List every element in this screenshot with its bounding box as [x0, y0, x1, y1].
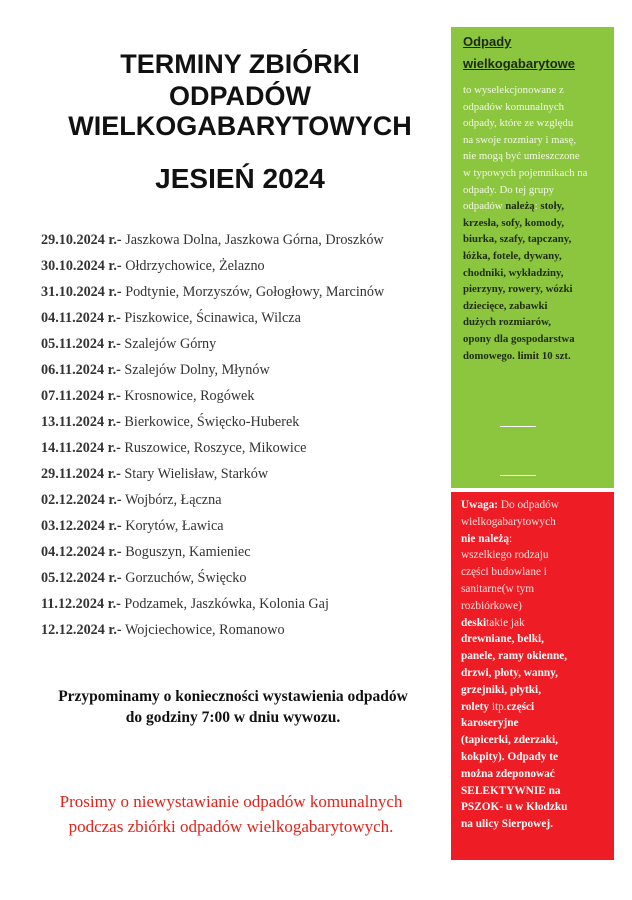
collection-places: Korytów, Ławica: [121, 518, 224, 534]
text-line: [463, 82, 611, 99]
schedule-row: [41, 435, 431, 461]
text-line: [463, 148, 611, 165]
bold-text: kokpity). Odpady te: [461, 750, 558, 763]
bold-text: biurka, szafy, tapczany,: [463, 233, 572, 246]
reminder-line: do godziny 7:00 w dniu wywozu.: [125, 709, 341, 726]
bold-text: karoseryjne: [461, 717, 519, 730]
text-line: [461, 783, 611, 800]
collection-date: 11.12.2024 r.-: [41, 596, 121, 612]
schedule-row: [41, 227, 431, 253]
text-line: [461, 648, 611, 665]
plain-text: :: [509, 532, 513, 545]
collection-places: Szalejów Górny: [120, 336, 217, 352]
collection-date: 03.12.2024 r.-: [41, 518, 122, 534]
bold-text: należą: [505, 200, 535, 213]
bold-text: grzejniki, płytki,: [461, 683, 542, 696]
text-line: [463, 231, 611, 248]
collection-places: Wojciechowice, Romanowo: [121, 622, 285, 638]
schedule-row: [41, 591, 431, 617]
bold-text: stoły,: [540, 200, 565, 213]
bold-text: (tapicerki, zderzaki,: [461, 734, 558, 747]
collection-date: 31.10.2024 r.-: [41, 284, 122, 300]
text-line: [463, 348, 611, 365]
collection-date: 06.11.2024 r.-: [41, 362, 121, 378]
plain-text: nie mogą być umieszczone: [463, 150, 580, 163]
collection-places: Ołdrzychowice, Żelazno: [121, 258, 265, 274]
plain-text: Do tej grupy: [496, 183, 555, 196]
text-line: [463, 314, 611, 331]
plain-text: odpady.: [463, 183, 497, 196]
plain-text: odpadów komunalnych: [463, 100, 565, 113]
text-line: [461, 598, 611, 615]
collection-date: 12.12.2024 r.-: [41, 622, 122, 638]
text-line: [461, 732, 611, 749]
collection-date: 29.10.2024 r.-: [41, 232, 122, 248]
title-line-3: WIELKOGABARYTOWYCH: [68, 111, 412, 141]
bold-text: SELEKTYWNIE na: [461, 784, 561, 797]
collection-date: 02.12.2024 r.-: [41, 492, 122, 508]
collection-places: Wojbórz, Łączna: [121, 492, 222, 508]
text-line: [463, 281, 611, 298]
bold-text: domowego. limit 10 szt.: [463, 349, 571, 362]
schedule-row: [41, 331, 431, 357]
text-line: [463, 265, 611, 282]
collection-places: Bierkowice, Święcko-Huberek: [120, 414, 300, 430]
text-line: [461, 799, 611, 816]
bold-text: dziecięce, zabawki: [463, 299, 548, 312]
schedule-row: [41, 539, 431, 565]
bold-text: łóżka, fotele, dywany,: [463, 249, 562, 262]
title-line-2: ODPADÓW: [169, 81, 311, 111]
plain-text: odpady, które ze względu: [463, 117, 574, 130]
collection-places: Gorzuchów, Święcko: [121, 570, 247, 586]
collection-date: 29.11.2024 r.-: [41, 466, 121, 482]
text-line: [463, 298, 611, 315]
info-box-title-line: Odpady: [463, 34, 512, 49]
collection-date: 14.11.2024 r.-: [41, 440, 121, 456]
schedule-row: [41, 357, 431, 383]
text-line: [463, 215, 611, 232]
collection-date: 05.11.2024 r.-: [41, 336, 121, 352]
collection-places: Piszkowice, Ścinawica, Wilcza: [120, 310, 301, 326]
collection-places: Jaszkowa Dolna, Jaszkowa Górna, Droszków: [121, 232, 384, 248]
bold-text: na ulicy Sierpowej.: [461, 818, 553, 831]
plain-text: odpadów: [463, 200, 506, 213]
request-note: [20, 789, 442, 839]
schedule-row: [41, 513, 431, 539]
schedule-row: [41, 565, 431, 591]
collection-places: Stary Wielisław, Starków: [120, 466, 269, 482]
reminder-line: Przypominamy o konieczności wystawienia odpadów: [58, 688, 408, 705]
info-box-title: [463, 31, 613, 75]
text-line: [461, 564, 611, 581]
plain-text: to wyselekcjonowane z: [463, 84, 564, 96]
plain-text: Do odpadów: [498, 499, 559, 511]
text-line: [461, 547, 611, 564]
bold-text: nie należą: [461, 532, 510, 545]
schedule-row: [41, 253, 431, 279]
collection-places: Boguszyn, Kamieniec: [121, 544, 251, 560]
info-box-title-line: wielkogabarytowe: [463, 56, 575, 71]
schedule-row: [41, 279, 431, 305]
text-line: [461, 531, 611, 548]
text-line: [461, 816, 611, 833]
collection-places: Podtynie, Morzyszów, Gołogłowy, Marcinów: [121, 284, 385, 300]
plain-text: wszelkiego rodzaju: [461, 549, 549, 562]
plain-text: wielkogabarytowych: [461, 515, 556, 528]
schedule-row: [41, 409, 431, 435]
collection-date: 07.11.2024 r.-: [41, 388, 121, 404]
text-line: [461, 749, 611, 766]
divider-line: [500, 426, 536, 427]
schedule-row: [41, 487, 431, 513]
reminder-note: [28, 686, 438, 728]
title-line-1: TERMINY ZBIÓRKI: [120, 49, 360, 79]
text-line: [461, 715, 611, 732]
bold-text: rolety: [461, 700, 492, 713]
text-line: [463, 99, 611, 116]
plain-text: takie jak: [486, 616, 525, 629]
collection-places: Szalejów Dolny, Młynów: [120, 362, 270, 378]
text-line: [463, 165, 611, 182]
plain-text: rozbiórkowe): [461, 599, 522, 612]
text-line: [461, 665, 611, 682]
bold-text: PSZOK- u w Kłodzku: [461, 801, 568, 814]
request-line: podczas zbiórki odpadów wielkogabarytowych.: [68, 817, 394, 836]
collection-schedule: [41, 227, 431, 643]
text-line: [463, 331, 611, 348]
plain-text: w typowych pojemnikach na: [463, 166, 588, 179]
season-heading: JESIEŃ 2024: [155, 163, 325, 194]
collection-date: 13.11.2024 r.-: [41, 414, 121, 430]
collection-places: Ruszowice, Roszyce, Mikowice: [120, 440, 307, 456]
warning-text: [461, 497, 611, 833]
bold-text: opony dla gospodarstwa: [463, 332, 575, 345]
plain-text: części budowlane i: [461, 566, 547, 579]
text-line: [461, 497, 611, 514]
plain-text: na swoje rozmiary i masę,: [463, 133, 577, 146]
info-box-text: [463, 82, 611, 364]
bold-text: krzesła, sofy, komody,: [463, 216, 565, 229]
plain-text: :: [534, 200, 541, 213]
request-line: Prosimy o niewystawianie odpadów komunalnych: [59, 792, 403, 811]
excluded-waste-warning-box: [451, 492, 614, 860]
text-line: [461, 581, 611, 598]
text-line: [461, 631, 611, 648]
collection-places: Krosnowice, Rogówek: [120, 388, 255, 404]
bold-text: dużych rozmiarów,: [463, 316, 551, 329]
divider-line: [500, 475, 536, 476]
schedule-row: [41, 305, 431, 331]
bold-text: można zdeponować: [461, 767, 555, 780]
schedule-row: [41, 383, 431, 409]
bulky-waste-info-box: [451, 27, 614, 488]
text-line: [463, 115, 611, 132]
bold-text: drewniane, belki,: [461, 633, 544, 646]
text-line: [461, 615, 611, 632]
text-line: [461, 699, 611, 716]
schedule-row: [41, 461, 431, 487]
bold-text: panele, ramy okienne,: [461, 650, 568, 663]
collection-places: Podzamek, Jaszkówka, Kolonia Gaj: [120, 596, 329, 612]
schedule-row: [41, 617, 431, 643]
collection-date: 05.12.2024 r.-: [41, 570, 122, 586]
bold-text: chodniki, wykładziny,: [463, 266, 564, 279]
text-line: [463, 132, 611, 149]
bold-text: pierzyny, rowery, wózki: [463, 283, 573, 296]
text-line: [461, 766, 611, 783]
bold-text: drzwi, płoty, wanny,: [461, 666, 558, 679]
collection-date: 04.12.2024 r.-: [41, 544, 122, 560]
text-line: [461, 514, 611, 531]
collection-date: 04.11.2024 r.-: [41, 310, 121, 326]
plain-text: itp.: [491, 700, 507, 713]
bold-text: Uwaga:: [461, 499, 499, 511]
text-line: [461, 682, 611, 699]
collection-date: 30.10.2024 r.-: [41, 258, 122, 274]
text-line: [463, 198, 611, 215]
bold-text: deski: [461, 616, 487, 629]
bold-text: części: [506, 700, 535, 713]
text-line: [463, 248, 611, 265]
plain-text: sanitarne(w tym: [461, 582, 535, 595]
text-line: [463, 182, 611, 199]
